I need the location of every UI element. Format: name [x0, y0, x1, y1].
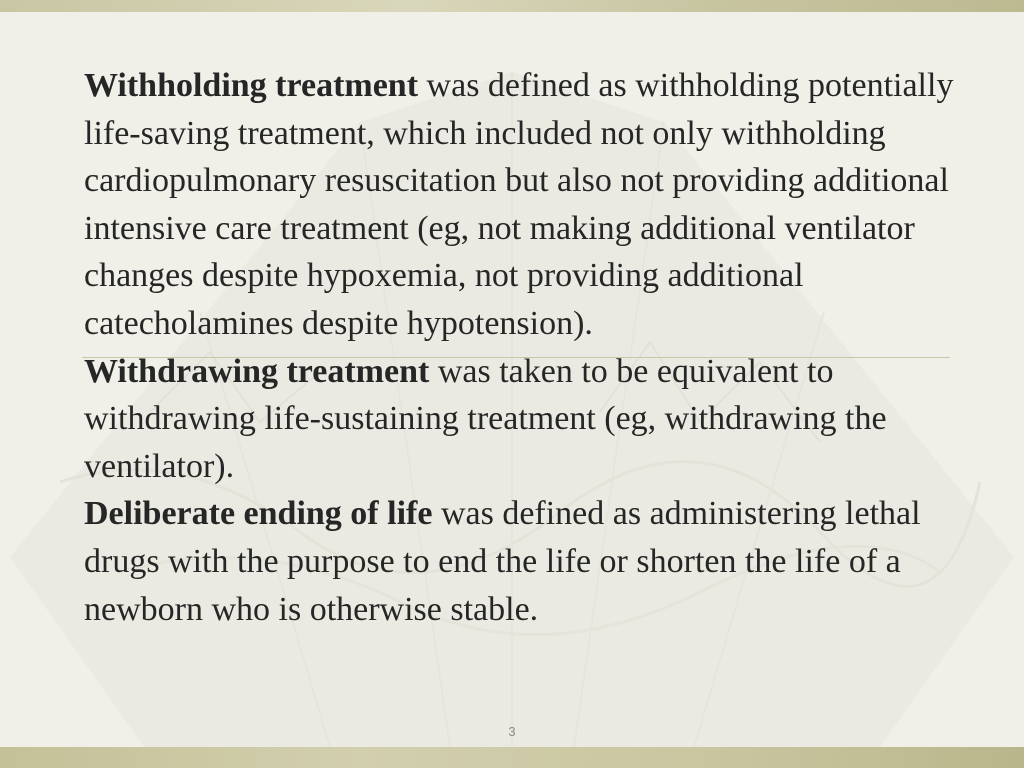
term-deliberate-ending-of-life: Deliberate ending of life: [84, 495, 433, 533]
paragraph-withdrawing-treatment: [84, 348, 989, 491]
definition-withdrawing-treatment: was taken to be equivalent to withdrawing life-sustaining treatment (eg, withdrawing the ventilator).: [84, 352, 887, 485]
page-number: 3: [508, 724, 516, 739]
bottom-decorative-band: [0, 747, 1024, 768]
term-withdrawing-treatment: Withdrawing treatment: [84, 352, 430, 390]
definition-deliberate-ending-of-life: was defined as administering lethal drugs with the purpose to end the life or shorten the life of a newborn who is otherwise stable.: [84, 495, 921, 628]
top-decorative-band: [0, 0, 1024, 12]
paragraph-withholding-treatment: [84, 62, 989, 348]
definition-withholding-treatment: was defined as withholding potentially life-saving treatment, which included not only withholding cardiopulmonary resuscitation but also not providing additional intensive care treatment (eg, not making additional ventilator changes despite hypoxemia, not providing additional catecholamines despite hypotension).: [84, 67, 954, 342]
slide-body-text: [84, 62, 989, 633]
term-withholding-treatment: Withholding treatment: [84, 67, 419, 104]
paragraph-deliberate-ending-of-life: [84, 490, 989, 633]
